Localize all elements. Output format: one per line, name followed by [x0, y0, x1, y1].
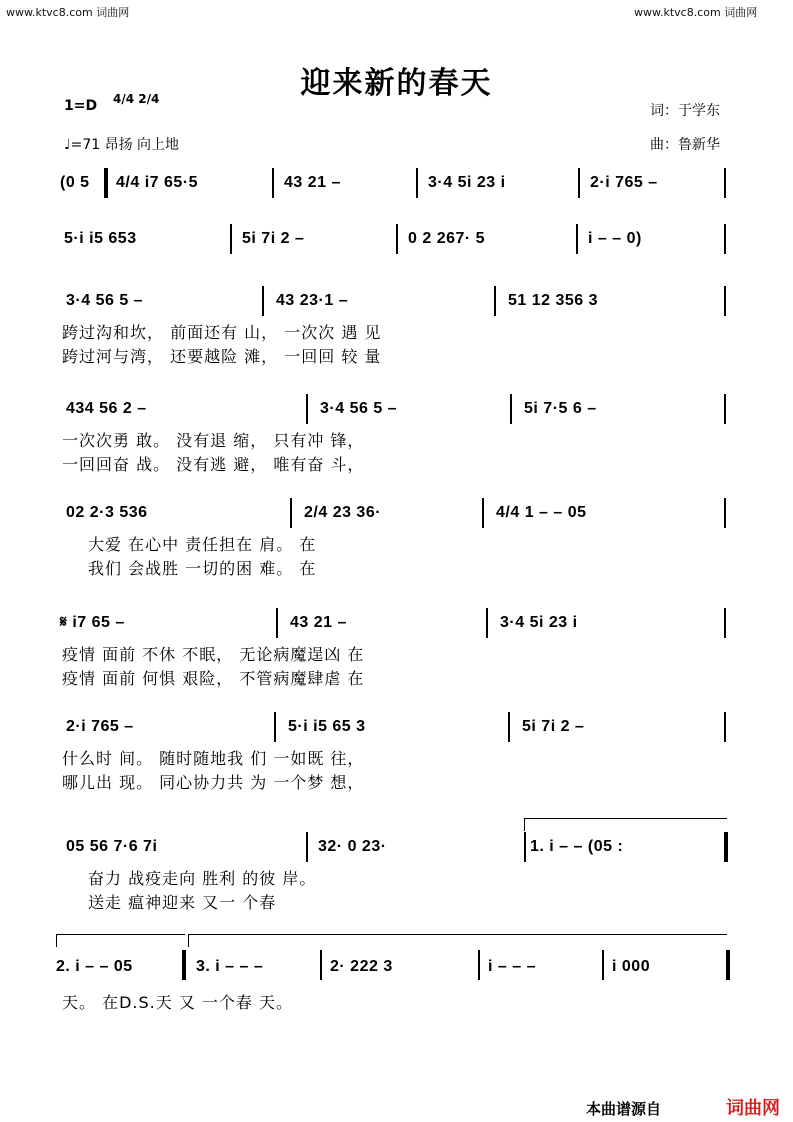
measure: 2· 222 3: [330, 958, 393, 975]
repeat-barline: [104, 168, 108, 198]
measure: 2/4 23 36·: [304, 504, 382, 521]
measure: 2·i 765 –: [590, 174, 658, 191]
lyrics-verse-1: 什么时 间。 随时随地我 们 一如既 往，: [62, 749, 365, 768]
barline: [602, 950, 604, 980]
lyrics-verse-1: 大爱 在心中 责任担在 肩。 在: [88, 535, 317, 554]
measure: 51 12 356 3: [508, 292, 599, 309]
barline: [320, 950, 322, 980]
measure: 43 23·1 –: [276, 292, 349, 309]
final-barline: [726, 950, 730, 980]
measure: (0 5: [60, 174, 90, 191]
footer-source: 本曲谱源自: [586, 1100, 662, 1118]
measure: 2. i – – 05: [56, 958, 133, 975]
barline: [274, 712, 276, 742]
measure: 3. i – – –: [196, 958, 264, 975]
barline: [182, 950, 186, 980]
barline: [290, 498, 292, 528]
measure: 5i 7i 2 –: [242, 230, 305, 247]
lyrics-verse-2: 送走 瘟神迎来 又一 个春: [88, 893, 277, 912]
measure: 2·i 765 –: [66, 718, 134, 735]
barline: [276, 608, 278, 638]
measure: 3·4 5i 23 i: [428, 174, 506, 191]
song-title: 迎来新的春天: [300, 66, 493, 101]
tempo-marking: ♩=71 昂扬 向上地: [64, 137, 180, 153]
barline: [262, 286, 264, 316]
barline: [524, 832, 526, 862]
barline: [482, 498, 484, 528]
measure: 3·4 56 5 –: [66, 292, 144, 309]
measure: i 000: [612, 958, 651, 975]
lyrics-verse-2: 哪儿出 现。 同心协力共 为 一个梦 想，: [62, 773, 365, 792]
lyrics-verse-2: 跨过河与湾， 还要越险 滩， 一回回 较 量: [62, 347, 382, 366]
barline: [724, 168, 726, 198]
measure: 5·i i5 653: [64, 230, 137, 247]
barline: [230, 224, 232, 254]
measure: 434 56 2 –: [66, 400, 147, 417]
measure: 0 2 267· 5: [408, 230, 486, 247]
barline: [724, 224, 726, 254]
repeat-barline: [724, 832, 728, 862]
barline: [494, 286, 496, 316]
measure: 𝄋 i7 65 –: [60, 614, 125, 631]
volta-ending: [188, 934, 727, 947]
barline: [724, 286, 726, 316]
measure: 5·i i5 65 3: [288, 718, 366, 735]
lyricist: 词：于学东: [650, 103, 720, 119]
lyrics-verse-2: 一回回奋 战。 没有逃 避， 唯有奋 斗，: [62, 455, 365, 474]
lyrics-verse-1: 奋力 战疫走向 胜利 的彼 岸。: [88, 869, 317, 888]
measure: i – – 0): [588, 230, 642, 247]
measure: 43 21 –: [284, 174, 341, 191]
measure: i – – –: [488, 958, 536, 975]
lyrics-verse-2: 疫情 面前 何惧 艰险， 不管病魔肆虐 在: [62, 669, 365, 688]
barline: [306, 394, 308, 424]
measure: 32· 0 23·: [318, 838, 387, 855]
barline: [724, 608, 726, 638]
barline: [486, 608, 488, 638]
barline: [578, 168, 580, 198]
measure: 05 56 7·6 7i: [66, 838, 158, 855]
watermark-left: www.ktvc8.com 词曲网: [6, 6, 130, 19]
measure: 3·4 5i 23 i: [500, 614, 578, 631]
lyrics-verse-1: 跨过沟和坎， 前面还有 山， 一次次 遇 见: [62, 323, 382, 342]
lyrics-verse-1: 疫情 面前 不休 不眠， 无论病魔逞凶 在: [62, 645, 365, 664]
lyrics-verse-1: 一次次勇 敢。 没有退 缩， 只有冲 锋，: [62, 431, 365, 450]
barline: [306, 832, 308, 862]
volta-ending: [524, 818, 727, 831]
lyrics-verse-1: 天。 在D.S.天 又 一个春 天。: [62, 993, 293, 1012]
volta-ending: [56, 934, 185, 947]
barline: [510, 394, 512, 424]
measure: 3·4 56 5 –: [320, 400, 398, 417]
key-signature: 1=D: [64, 98, 98, 114]
barline: [416, 168, 418, 198]
measure: 02 2·3 536: [66, 504, 148, 521]
barline: [724, 712, 726, 742]
lyrics-verse-2: 我们 会战胜 一切的困 难。 在: [88, 559, 317, 578]
barline: [478, 950, 480, 980]
measure: 1. i – – (05 :: [530, 838, 624, 855]
measure: 43 21 –: [290, 614, 347, 631]
time-signature: 4/4 2/4: [113, 92, 160, 106]
measure: 4/4 1 – – 05: [496, 504, 587, 521]
measure: 4/4 i7 65·5: [116, 174, 198, 191]
measure: 5i 7·5 6 –: [524, 400, 597, 417]
barline: [396, 224, 398, 254]
barline: [272, 168, 274, 198]
watermark-right: www.ktvc8.com 词曲网: [634, 6, 758, 19]
composer: 曲：鲁新华: [650, 137, 720, 153]
measure: 5i 7i 2 –: [522, 718, 585, 735]
site-logo: 词曲网: [726, 1098, 780, 1119]
barline: [508, 712, 510, 742]
barline: [724, 498, 726, 528]
barline: [576, 224, 578, 254]
barline: [724, 394, 726, 424]
